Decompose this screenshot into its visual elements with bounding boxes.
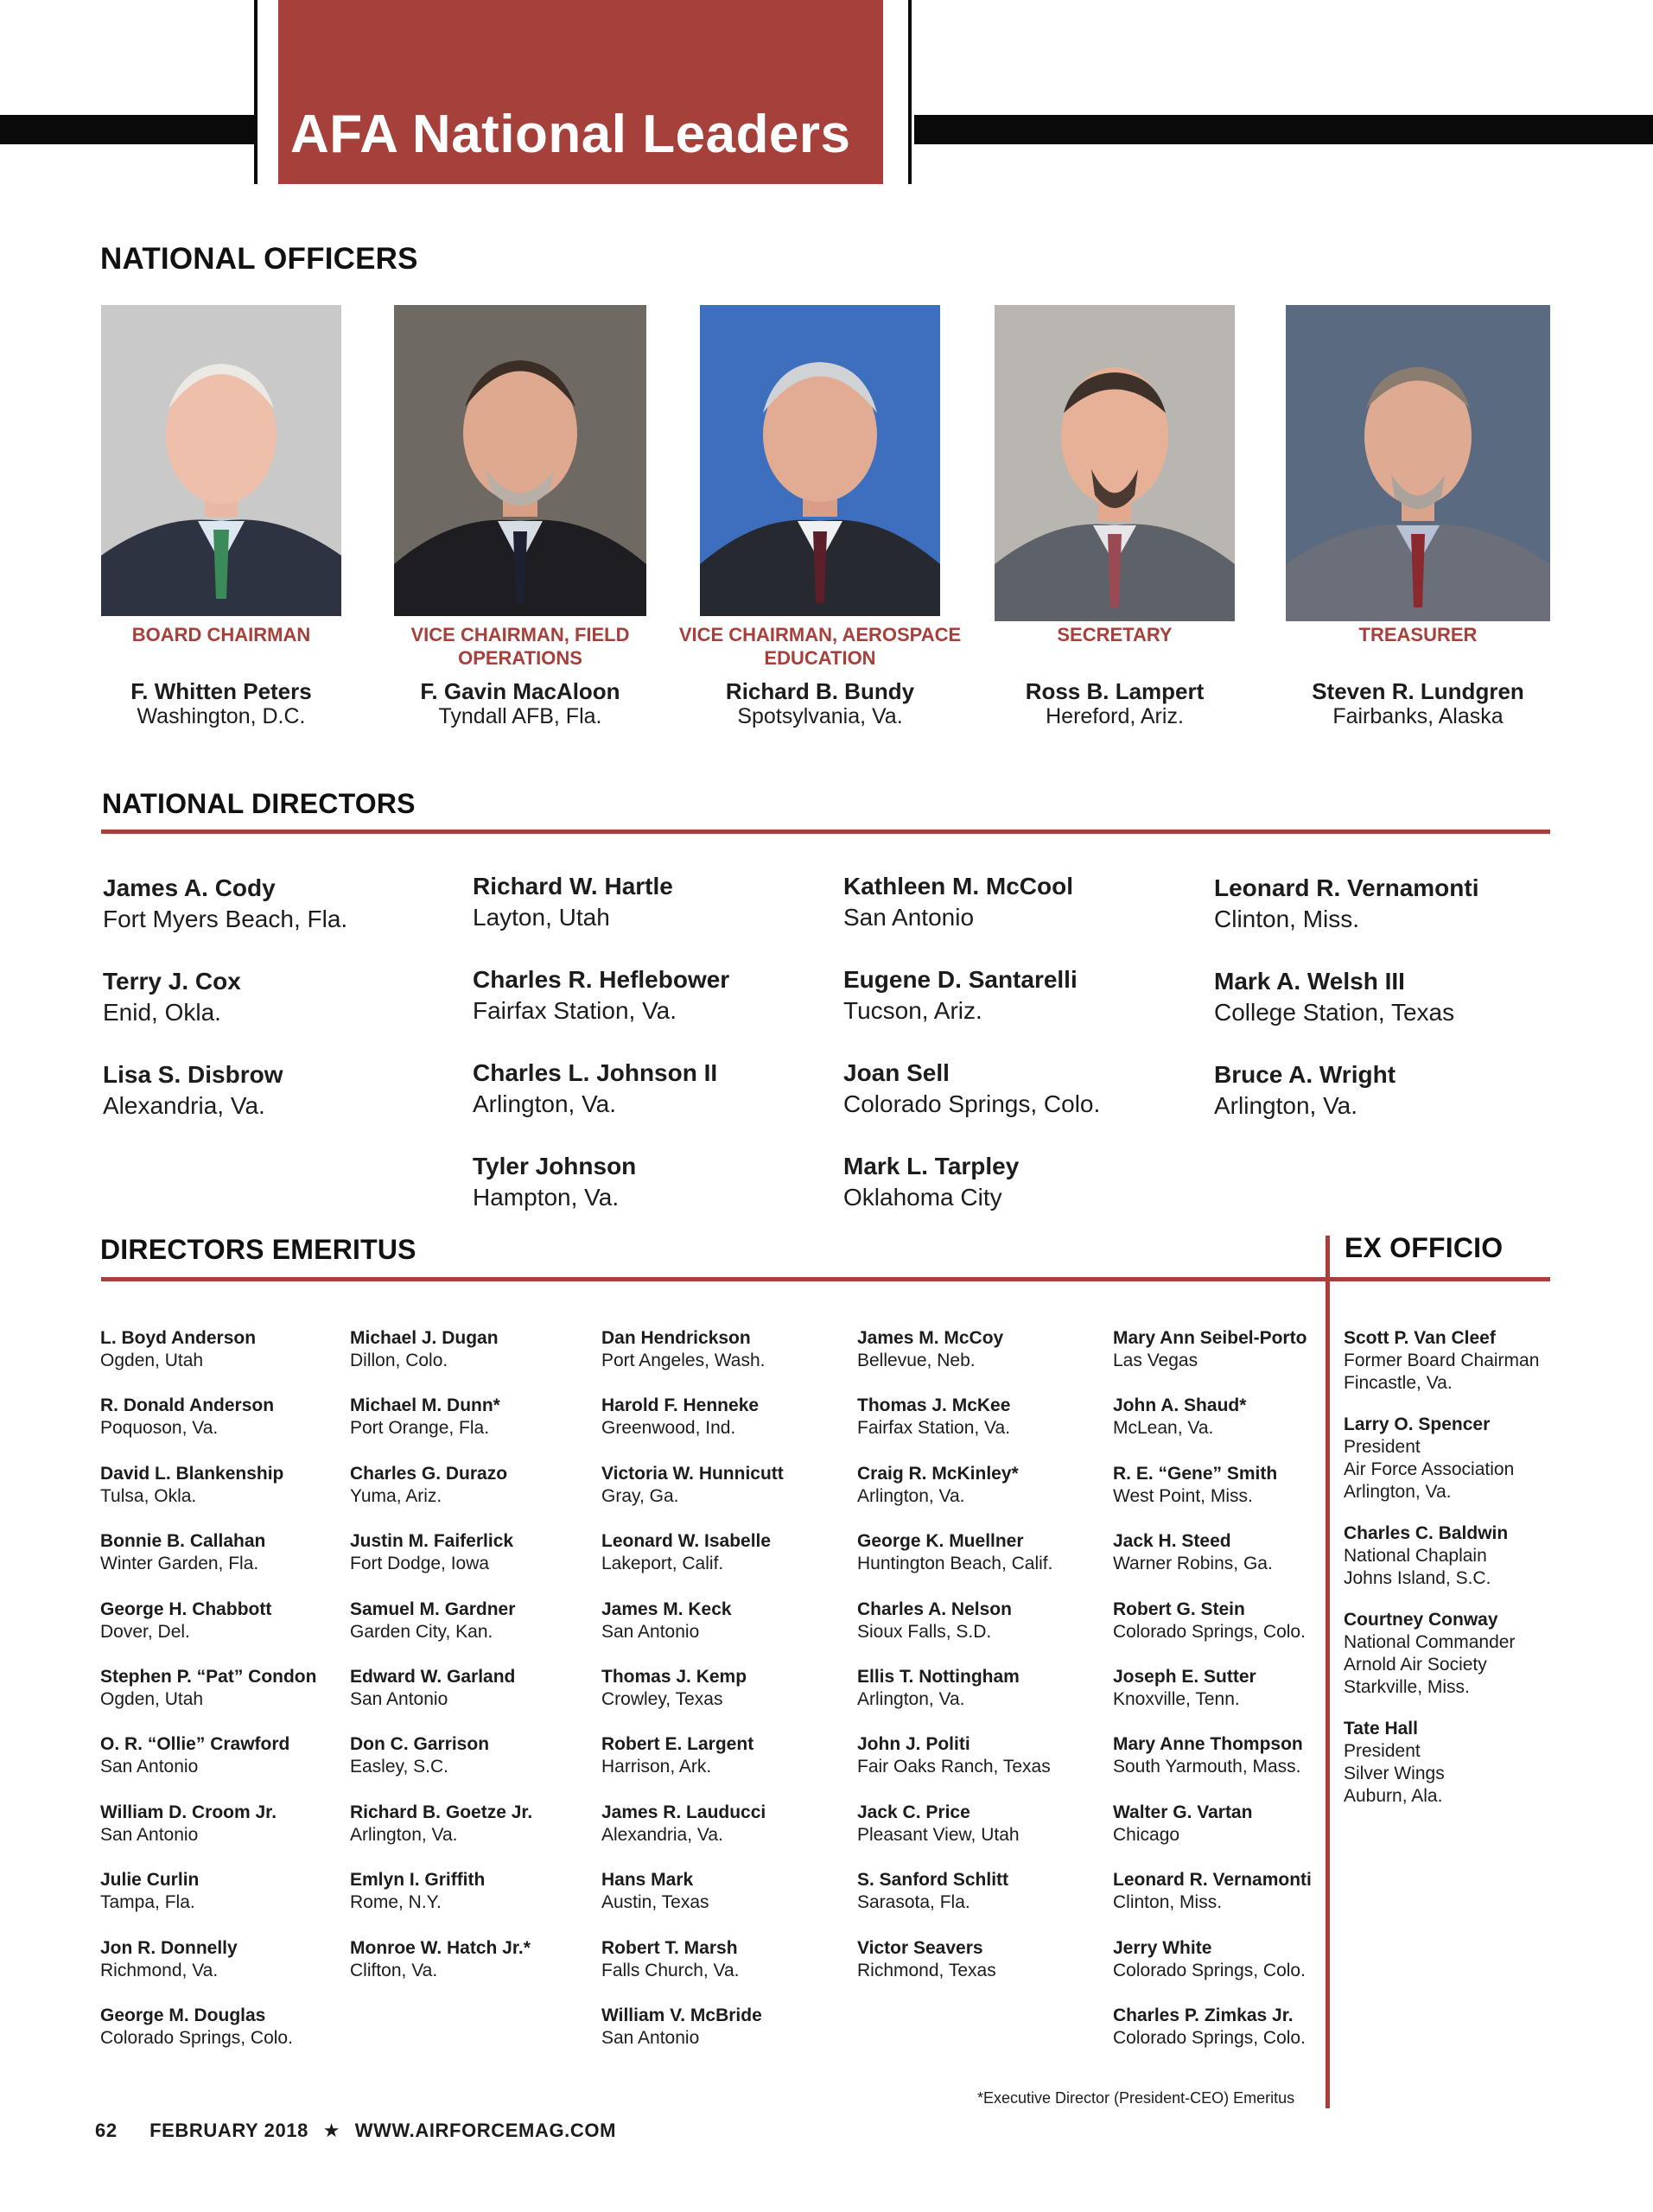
list-item bbox=[601, 1463, 843, 1508]
person-detail: Pleasant View, Utah bbox=[857, 1824, 1020, 1845]
star-icon: ★ bbox=[322, 2120, 341, 2141]
person-name: Dan Hendrickson bbox=[601, 1328, 751, 1348]
person-name: Larry O. Spencer bbox=[1344, 1414, 1491, 1434]
person-name: Leonard W. Isabelle bbox=[601, 1531, 772, 1552]
person-detail: Fairfax Station, Va. bbox=[473, 997, 677, 1024]
person-name: Julie Curlin bbox=[100, 1870, 200, 1891]
person-detail: Arlington, Va. bbox=[473, 1090, 617, 1117]
list-item bbox=[601, 1599, 843, 1643]
person-detail: Huntington Beach, Calif. bbox=[857, 1554, 1053, 1574]
officer-role: VICE CHAIRMAN, FIELD OPERATIONS bbox=[410, 624, 630, 669]
list-item bbox=[100, 1530, 342, 1575]
officer-name: Ross B. Lampert bbox=[1025, 678, 1205, 704]
person-detail: Enid, Okla. bbox=[103, 999, 221, 1026]
person-name: Lisa S. Disbrow bbox=[103, 1061, 283, 1088]
officer-role: SECRETARY bbox=[1057, 624, 1173, 645]
person-name: R. Donald Anderson bbox=[100, 1395, 275, 1416]
list-item bbox=[857, 1802, 1099, 1847]
person-detail: Dover, Del. bbox=[100, 1621, 190, 1642]
person-name: Don C. Garrison bbox=[350, 1734, 490, 1755]
person-detail: Dillon, Colo. bbox=[350, 1351, 448, 1370]
list-item bbox=[103, 1059, 448, 1122]
person-detail: National Chaplain bbox=[1344, 1546, 1487, 1566]
list-item bbox=[350, 1666, 592, 1711]
list-item bbox=[857, 1869, 1099, 1914]
person-detail: Gray, Ga. bbox=[601, 1485, 679, 1506]
officer-location: Fairbanks, Alaska bbox=[1332, 704, 1504, 728]
person-name: Courtney Conway bbox=[1344, 1610, 1498, 1630]
list-item bbox=[100, 1327, 342, 1372]
list-item bbox=[843, 1151, 1189, 1213]
person-name: Tyler Johnson bbox=[473, 1153, 637, 1179]
person-detail: College Station, Texas bbox=[1214, 999, 1455, 1026]
person-name: Charles A. Nelson bbox=[857, 1599, 1012, 1619]
person-detail: Fairfax Station, Va. bbox=[857, 1418, 1011, 1439]
list-item bbox=[843, 964, 1189, 1027]
list-item bbox=[1113, 1463, 1355, 1508]
list-item bbox=[1113, 1802, 1355, 1847]
list-item bbox=[1113, 2005, 1355, 2050]
person-detail: Winter Garden, Fla. bbox=[100, 1554, 259, 1574]
person-detail: McLean, Va. bbox=[1113, 1418, 1214, 1439]
list-item bbox=[473, 1058, 818, 1120]
person-name: Jon R. Donnelly bbox=[100, 1937, 238, 1958]
person-name: Thomas J. Kemp bbox=[601, 1667, 747, 1687]
person-name: Leonard R. Vernamonti bbox=[1113, 1870, 1312, 1891]
list-item bbox=[350, 1463, 592, 1508]
national-directors-rule bbox=[101, 830, 1550, 834]
person-detail: Rome, N.Y. bbox=[350, 1892, 442, 1913]
person-detail: Tulsa, Okla. bbox=[100, 1485, 197, 1506]
issue-date: FEBRUARY 2018 bbox=[149, 2120, 308, 2141]
person-name: William D. Croom Jr. bbox=[100, 1802, 277, 1822]
officer-location: Washington, D.C. bbox=[137, 704, 306, 728]
person-name: George H. Chabbott bbox=[100, 1599, 272, 1619]
list-item bbox=[350, 1395, 592, 1440]
person-name: William V. McBride bbox=[601, 2005, 762, 2025]
person-detail: San Antonio bbox=[843, 904, 975, 931]
officer-name: Steven R. Lundgren bbox=[1312, 678, 1524, 704]
list-item bbox=[100, 1666, 342, 1711]
list-item bbox=[857, 1937, 1099, 1982]
person-detail: Warner Robins, Ga. bbox=[1113, 1554, 1273, 1574]
person-name: L. Boyd Anderson bbox=[100, 1328, 257, 1348]
person-name: Edward W. Garland bbox=[350, 1667, 516, 1687]
person-detail: President bbox=[1344, 1741, 1421, 1761]
person-detail: Alexandria, Va. bbox=[601, 1824, 723, 1845]
person-name: Terry J. Cox bbox=[103, 968, 241, 995]
person-detail: Starkville, Miss. bbox=[1344, 1677, 1470, 1697]
list-item bbox=[1113, 1395, 1355, 1440]
list-item bbox=[1113, 1599, 1355, 1643]
list-item bbox=[601, 1666, 843, 1711]
officer-photo bbox=[700, 305, 940, 616]
person-name: Joan Sell bbox=[843, 1059, 950, 1086]
list-item bbox=[1344, 1327, 1629, 1395]
list-item bbox=[473, 1151, 818, 1213]
person-name: Stephen P. “Pat” Condon bbox=[100, 1667, 317, 1687]
person-name: Jack C. Price bbox=[857, 1802, 970, 1822]
list-item bbox=[601, 1869, 843, 1914]
person-detail: Lakeport, Calif. bbox=[601, 1554, 724, 1574]
person-detail: Port Orange, Fla. bbox=[350, 1418, 490, 1439]
person-detail: Ogden, Utah bbox=[100, 1689, 204, 1709]
person-detail: Auburn, Ala. bbox=[1344, 1786, 1443, 1806]
person-name: Kathleen M. McCool bbox=[843, 873, 1074, 899]
person-detail: Arlington, Va. bbox=[857, 1689, 965, 1709]
list-item bbox=[350, 1937, 592, 1982]
list-item bbox=[601, 1530, 843, 1575]
person-name: Thomas J. McKee bbox=[857, 1395, 1011, 1416]
person-detail: Colorado Springs, Colo. bbox=[1113, 2028, 1306, 2048]
person-name: Emlyn I. Griffith bbox=[350, 1870, 486, 1891]
person-name: Bruce A. Wright bbox=[1214, 1061, 1396, 1088]
list-item bbox=[857, 1599, 1099, 1643]
person-detail: San Antonio bbox=[100, 1824, 199, 1845]
list-item bbox=[601, 1937, 843, 1982]
officer-photo bbox=[1286, 305, 1550, 621]
list-item bbox=[350, 1802, 592, 1847]
person-name: Jerry White bbox=[1113, 1937, 1212, 1958]
person-detail: Layton, Utah bbox=[473, 904, 610, 931]
page-number: 62 bbox=[95, 2120, 118, 2141]
list-item bbox=[473, 964, 818, 1027]
person-detail: Richmond, Va. bbox=[100, 1960, 219, 1980]
list-item bbox=[601, 1733, 843, 1778]
list-item bbox=[857, 1327, 1099, 1372]
list-item bbox=[843, 871, 1189, 933]
person-detail: Silver Wings bbox=[1344, 1764, 1445, 1783]
person-detail: Fort Myers Beach, Fla. bbox=[103, 906, 348, 932]
officer-name: F. Gavin MacAloon bbox=[420, 678, 620, 704]
list-item bbox=[857, 1733, 1099, 1778]
header-vline-right bbox=[908, 0, 912, 184]
officer-role: VICE CHAIRMAN, AEROSPACE EDUCATION bbox=[678, 624, 962, 669]
list-item bbox=[100, 1463, 342, 1508]
officer-name: Richard B. Bundy bbox=[725, 678, 915, 704]
national-directors-heading: NATIONAL DIRECTORS bbox=[102, 788, 416, 819]
person-name: James A. Cody bbox=[103, 874, 276, 901]
person-name: John A. Shaud* bbox=[1113, 1395, 1247, 1416]
list-item bbox=[1113, 1327, 1355, 1372]
national-officers-heading: NATIONAL OFFICERS bbox=[100, 242, 418, 276]
person-detail: Clinton, Miss. bbox=[1113, 1892, 1223, 1913]
person-detail: Clinton, Miss. bbox=[1214, 906, 1360, 932]
officer-photo bbox=[995, 305, 1235, 621]
list-item bbox=[1113, 1666, 1355, 1711]
person-detail: Clifton, Va. bbox=[350, 1960, 438, 1980]
person-detail: Falls Church, Va. bbox=[601, 1960, 740, 1980]
list-item bbox=[473, 871, 818, 933]
person-detail: Crowley, Texas bbox=[601, 1689, 723, 1709]
person-detail: Colorado Springs, Colo. bbox=[100, 2028, 293, 2048]
person-detail: Arlington, Va. bbox=[857, 1485, 965, 1506]
officer-photo bbox=[394, 305, 646, 616]
person-name: S. Sanford Schlitt bbox=[857, 1870, 1009, 1891]
list-item bbox=[350, 1530, 592, 1575]
person-name: Eugene D. Santarelli bbox=[843, 966, 1078, 993]
person-detail: Arlington, Va. bbox=[1344, 1482, 1452, 1502]
person-detail: Richmond, Texas bbox=[857, 1960, 996, 1980]
list-item bbox=[857, 1395, 1099, 1440]
list-item bbox=[1344, 1609, 1629, 1699]
person-detail: Sioux Falls, S.D. bbox=[857, 1621, 992, 1642]
person-detail: Oklahoma City bbox=[843, 1184, 1002, 1211]
list-item bbox=[601, 1802, 843, 1847]
person-detail: Fort Dodge, Iowa bbox=[350, 1554, 490, 1574]
page-footer bbox=[95, 2120, 616, 2142]
officer-role: TREASURER bbox=[1358, 624, 1478, 645]
person-detail: Ogden, Utah bbox=[100, 1351, 204, 1370]
list-item bbox=[100, 1395, 342, 1440]
person-detail: Colorado Springs, Colo. bbox=[1113, 1621, 1306, 1642]
person-detail: San Antonio bbox=[350, 1689, 448, 1709]
person-name: Harold F. Henneke bbox=[601, 1395, 760, 1416]
officer-role: BOARD CHAIRMAN bbox=[131, 624, 311, 645]
directors-emeritus-heading: DIRECTORS EMERITUS bbox=[100, 1234, 416, 1265]
person-name: James R. Lauducci bbox=[601, 1802, 766, 1822]
emeritus-rule bbox=[101, 1277, 1550, 1281]
list-item bbox=[857, 1530, 1099, 1575]
person-detail: Alexandria, Va. bbox=[103, 1092, 265, 1119]
person-name: Michael M. Dunn* bbox=[350, 1395, 500, 1416]
person-detail: Harrison, Ark. bbox=[601, 1757, 712, 1777]
person-name: R. E. “Gene” Smith bbox=[1113, 1463, 1278, 1484]
person-name: Richard W. Hartle bbox=[473, 873, 673, 899]
list-item bbox=[1113, 1869, 1355, 1914]
person-name: Hans Mark bbox=[601, 1870, 694, 1891]
person-name: Victor Seavers bbox=[857, 1937, 983, 1958]
list-item bbox=[601, 1395, 843, 1440]
list-item bbox=[100, 1869, 342, 1914]
list-item bbox=[350, 1327, 592, 1372]
list-item bbox=[1344, 1414, 1629, 1503]
list-item bbox=[1113, 1937, 1355, 1982]
person-name: Mark A. Welsh III bbox=[1214, 968, 1405, 995]
list-item bbox=[350, 1599, 592, 1643]
person-detail: Sarasota, Fla. bbox=[857, 1892, 970, 1913]
person-name: Jack H. Steed bbox=[1113, 1531, 1231, 1552]
person-detail: Arnold Air Society bbox=[1344, 1655, 1487, 1675]
header-bar-left bbox=[0, 115, 256, 144]
list-item bbox=[857, 1666, 1099, 1711]
person-name: John J. Politi bbox=[857, 1734, 970, 1755]
officer-location: Tyndall AFB, Fla. bbox=[438, 704, 602, 728]
website: WWW.AIRFORCEMAG.COM bbox=[354, 2120, 616, 2141]
list-item bbox=[350, 1869, 592, 1914]
list-item bbox=[843, 1058, 1189, 1120]
person-detail: Austin, Texas bbox=[601, 1892, 709, 1913]
footnote: *Executive Director (President-CEO) Emeritus bbox=[977, 2089, 1295, 2107]
officer-name: F. Whitten Peters bbox=[130, 678, 312, 704]
person-detail: San Antonio bbox=[601, 1621, 700, 1642]
person-name: James M. Keck bbox=[601, 1599, 732, 1619]
person-name: Scott P. Van Cleef bbox=[1344, 1328, 1496, 1348]
person-detail: Colorado Springs, Colo. bbox=[843, 1090, 1101, 1117]
person-name: Charles G. Durazo bbox=[350, 1463, 508, 1484]
person-name: Charles C. Baldwin bbox=[1344, 1523, 1509, 1543]
ex-officio-heading: EX OFFICIO bbox=[1345, 1232, 1504, 1263]
person-detail: Fincastle, Va. bbox=[1344, 1373, 1453, 1393]
person-name: Charles R. Heflebower bbox=[473, 966, 730, 993]
person-detail: Johns Island, S.C. bbox=[1344, 1568, 1491, 1588]
person-name: Mary Anne Thompson bbox=[1113, 1734, 1303, 1755]
person-detail: Garden City, Kan. bbox=[350, 1621, 493, 1642]
person-name: Monroe W. Hatch Jr.* bbox=[350, 1937, 531, 1958]
person-detail: Arlington, Va. bbox=[350, 1824, 458, 1845]
person-detail: Easley, S.C. bbox=[350, 1757, 448, 1777]
person-detail: President bbox=[1344, 1437, 1421, 1457]
list-item bbox=[100, 1733, 342, 1778]
person-detail: Las Vegas bbox=[1113, 1351, 1198, 1370]
person-name: Charles P. Zimkas Jr. bbox=[1113, 2005, 1294, 2025]
person-detail: Poquoson, Va. bbox=[100, 1418, 219, 1439]
person-detail: Colorado Springs, Colo. bbox=[1113, 1960, 1306, 1980]
person-detail: Tucson, Ariz. bbox=[843, 997, 982, 1024]
list-item bbox=[1344, 1522, 1629, 1590]
person-detail: South Yarmouth, Mass. bbox=[1113, 1757, 1301, 1777]
person-name: O. R. “Ollie” Crawford bbox=[100, 1734, 290, 1755]
list-item bbox=[103, 873, 448, 935]
person-detail: Air Force Association bbox=[1344, 1459, 1515, 1479]
person-detail: San Antonio bbox=[601, 2028, 700, 2048]
person-name: Craig R. McKinley* bbox=[857, 1463, 1019, 1484]
person-name: Walter G. Vartan bbox=[1113, 1802, 1253, 1822]
officer-location: Spotsylvania, Va. bbox=[737, 704, 903, 728]
person-name: Leonard R. Vernamonti bbox=[1214, 874, 1479, 901]
person-name: James M. McCoy bbox=[857, 1328, 1004, 1348]
person-name: Samuel M. Gardner bbox=[350, 1599, 516, 1619]
list-item bbox=[350, 1733, 592, 1778]
person-detail: Bellevue, Neb. bbox=[857, 1351, 976, 1370]
person-name: Victoria W. Hunnicutt bbox=[601, 1463, 784, 1484]
person-name: Michael J. Dugan bbox=[350, 1328, 499, 1348]
person-detail: Former Board Chairman bbox=[1344, 1351, 1540, 1370]
person-name: Mark L. Tarpley bbox=[843, 1153, 1020, 1179]
person-name: Robert T. Marsh bbox=[601, 1937, 738, 1958]
person-name: Richard B. Goetze Jr. bbox=[350, 1802, 533, 1822]
list-item bbox=[103, 966, 448, 1028]
header-vline-left bbox=[254, 0, 257, 184]
person-detail: National Commander bbox=[1344, 1632, 1516, 1652]
list-item bbox=[100, 1937, 342, 1982]
person-detail: Knoxville, Tenn. bbox=[1113, 1689, 1240, 1709]
person-detail: Greenwood, Ind. bbox=[601, 1418, 736, 1439]
person-name: Justin M. Faiferlick bbox=[350, 1531, 514, 1552]
page-title: AFA National Leaders bbox=[278, 0, 883, 184]
person-name: Bonnie B. Callahan bbox=[100, 1531, 266, 1552]
person-detail: Fair Oaks Ranch, Texas bbox=[857, 1757, 1051, 1777]
person-name: Ellis T. Nottingham bbox=[857, 1667, 1020, 1687]
person-name: Robert G. Stein bbox=[1113, 1599, 1245, 1619]
officer-location: Hereford, Ariz. bbox=[1046, 704, 1184, 728]
person-name: George M. Douglas bbox=[100, 2005, 266, 2025]
person-detail: Yuma, Ariz. bbox=[350, 1485, 442, 1506]
list-item bbox=[1214, 966, 1560, 1028]
list-item bbox=[601, 1327, 843, 1372]
list-item bbox=[100, 1599, 342, 1643]
person-name: Charles L. Johnson II bbox=[473, 1059, 718, 1086]
officer-photo bbox=[101, 305, 341, 616]
person-name: George K. Muellner bbox=[857, 1531, 1024, 1552]
person-detail: Hampton, Va. bbox=[473, 1184, 620, 1211]
person-detail: Arlington, Va. bbox=[1214, 1092, 1358, 1119]
list-item bbox=[100, 2005, 342, 2050]
header-bar-right bbox=[914, 115, 1653, 144]
list-item bbox=[100, 1802, 342, 1847]
person-name: Robert E. Largent bbox=[601, 1734, 754, 1755]
list-item bbox=[601, 2005, 843, 2050]
list-item bbox=[1214, 1059, 1560, 1122]
person-name: David L. Blankenship bbox=[100, 1463, 284, 1484]
person-detail: Tampa, Fla. bbox=[100, 1892, 195, 1913]
list-item bbox=[1113, 1530, 1355, 1575]
list-item bbox=[857, 1463, 1099, 1508]
person-detail: Port Angeles, Wash. bbox=[601, 1351, 766, 1370]
person-detail: San Antonio bbox=[100, 1757, 199, 1777]
person-detail: Chicago bbox=[1113, 1824, 1180, 1845]
list-item bbox=[1344, 1718, 1629, 1808]
person-name: Joseph E. Sutter bbox=[1113, 1667, 1256, 1687]
person-name: Mary Ann Seibel-Porto bbox=[1113, 1328, 1307, 1348]
list-item bbox=[1214, 873, 1560, 935]
list-item bbox=[1113, 1733, 1355, 1778]
person-name: Tate Hall bbox=[1344, 1719, 1418, 1738]
person-detail: West Point, Miss. bbox=[1113, 1485, 1253, 1506]
